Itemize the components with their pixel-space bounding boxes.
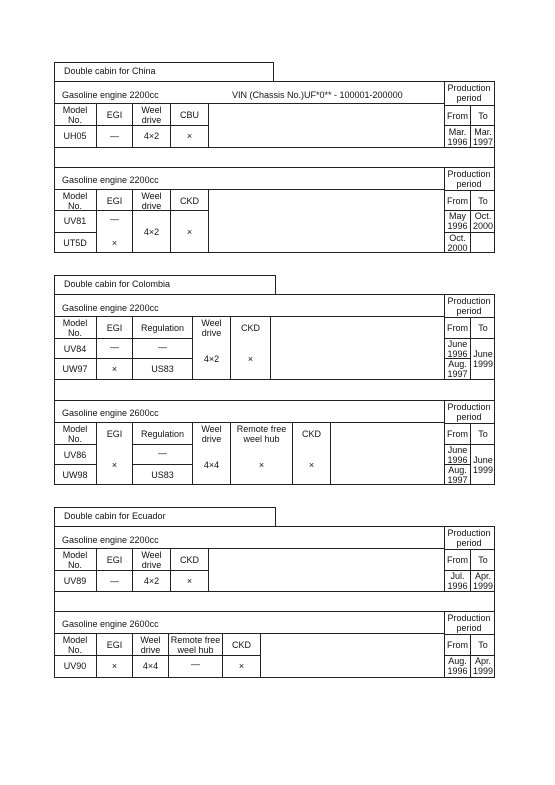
to-cell: June 1999 bbox=[472, 349, 494, 369]
ckd-header: CKD bbox=[301, 429, 321, 439]
egi-header: EGI bbox=[106, 196, 123, 206]
engine-label: Gasoline engine 2200cc bbox=[62, 90, 159, 100]
from-cell: May 1996 bbox=[447, 211, 468, 231]
production-period-header: Production period bbox=[447, 613, 491, 633]
drive-cell: 4×2 bbox=[143, 131, 160, 141]
to-cell: June 1999 bbox=[472, 455, 494, 475]
egi-cell: — bbox=[110, 131, 119, 141]
from-cell: June 1996 bbox=[447, 339, 468, 359]
to-header: To bbox=[478, 323, 488, 333]
type-cell: × bbox=[247, 354, 254, 364]
ckd-header: CKD bbox=[179, 555, 199, 565]
wheel-drive-header: Weel drive bbox=[140, 635, 161, 655]
model-cell: UV84 bbox=[63, 344, 87, 354]
from-cell: Oct. 2000 bbox=[447, 233, 468, 253]
engine-label: Gasoline engine 2200cc bbox=[62, 303, 159, 313]
egi-cell: — bbox=[110, 342, 119, 352]
model-cell: UW98 bbox=[62, 470, 88, 480]
wheel-drive-header: Weel drive bbox=[201, 318, 222, 338]
production-period-header: Production period bbox=[447, 402, 491, 422]
type-cell: × bbox=[186, 131, 193, 141]
drive-cell: 4×2 bbox=[143, 227, 160, 237]
from-cell: June 1996 bbox=[447, 445, 468, 465]
engine-label: Gasoline engine 2600cc bbox=[62, 619, 159, 629]
section-caption: Double cabin for Colombia bbox=[54, 275, 276, 295]
model-cell: UW97 bbox=[62, 364, 88, 374]
to-cell: Apr. 1999 bbox=[472, 571, 494, 591]
to-header: To bbox=[478, 640, 488, 650]
from-header: From bbox=[447, 640, 468, 650]
ckd-header: CKD bbox=[179, 196, 199, 206]
model-header: Model No. bbox=[62, 635, 88, 655]
section-caption: Double cabin for Ecuador bbox=[54, 507, 276, 527]
type-cell: × bbox=[186, 576, 193, 586]
model-cell: UT5D bbox=[63, 238, 87, 248]
engine-label: Gasoline engine 2600cc bbox=[62, 408, 159, 418]
from-header: From bbox=[447, 429, 468, 439]
vin-label: VIN (Chassis No.)UF*0** - 100001-200000 bbox=[232, 90, 403, 100]
to-cell: Mar. 1997 bbox=[472, 127, 494, 147]
remote-hub-header: Remote free weel hub bbox=[236, 424, 287, 444]
egi-header: EGI bbox=[106, 555, 123, 565]
from-header: From bbox=[447, 323, 468, 333]
model-cell: UV81 bbox=[63, 216, 87, 226]
wheel-drive-header: Weel drive bbox=[201, 424, 222, 444]
to-header: To bbox=[478, 429, 488, 439]
from-cell: Aug. 1996 bbox=[447, 656, 468, 676]
model-cell: UH05 bbox=[63, 131, 87, 141]
egi-cell: × bbox=[111, 364, 118, 374]
model-header: Model No. bbox=[62, 105, 88, 125]
from-header: From bbox=[447, 196, 468, 206]
to-cell: Oct. 2000 bbox=[472, 211, 494, 231]
from-header: From bbox=[447, 111, 468, 121]
engine-label: Gasoline engine 2200cc bbox=[62, 535, 159, 545]
egi-cell: — bbox=[110, 214, 119, 224]
from-cell: Aug. 1997 bbox=[447, 465, 468, 485]
egi-cell: × bbox=[111, 661, 118, 671]
production-period-header: Production period bbox=[447, 528, 491, 548]
to-header: To bbox=[478, 555, 488, 565]
regulation-cell: — bbox=[158, 342, 167, 352]
to-header: To bbox=[478, 196, 488, 206]
drive-cell: 4×2 bbox=[143, 576, 160, 586]
type-cell: × bbox=[186, 227, 193, 237]
type-cell: × bbox=[308, 460, 315, 470]
model-header: Model No. bbox=[62, 191, 88, 211]
production-period-header: Production period bbox=[447, 296, 491, 316]
from-cell: Jul. 1996 bbox=[447, 571, 468, 591]
hub-cell: — bbox=[191, 659, 200, 669]
model-cell: UV90 bbox=[63, 661, 87, 671]
wheel-drive-header: Weel drive bbox=[141, 105, 162, 125]
wheel-drive-header: Weel drive bbox=[141, 191, 162, 211]
drive-cell: 4×4 bbox=[142, 661, 159, 671]
to-cell: Apr. 1999 bbox=[472, 656, 494, 676]
egi-cell: × bbox=[111, 460, 118, 470]
wheel-drive-header: Weel drive bbox=[141, 550, 162, 570]
type-cell: × bbox=[238, 661, 245, 671]
regulation-cell: US83 bbox=[151, 364, 174, 374]
egi-header: EGI bbox=[106, 110, 123, 120]
egi-cell: × bbox=[111, 238, 118, 248]
engine-label: Gasoline engine 2200cc bbox=[62, 175, 159, 185]
regulation-header: Regulation bbox=[140, 429, 185, 439]
production-period-header: Production period bbox=[447, 169, 491, 189]
egi-header: EGI bbox=[106, 640, 123, 650]
egi-cell: — bbox=[110, 576, 119, 586]
regulation-header: Regulation bbox=[140, 323, 185, 333]
model-header: Model No. bbox=[62, 550, 88, 570]
section-caption: Double cabin for China bbox=[54, 62, 274, 82]
model-cell: UV89 bbox=[63, 576, 87, 586]
from-cell: Aug. 1997 bbox=[447, 359, 468, 379]
to-header: To bbox=[478, 111, 488, 121]
ckd-header: CKD bbox=[240, 323, 260, 333]
drive-cell: 4×4 bbox=[203, 460, 220, 470]
from-cell: Mar. 1996 bbox=[447, 127, 468, 147]
drive-cell: 4×2 bbox=[203, 354, 220, 364]
cbu-header: CBU bbox=[179, 110, 199, 120]
from-header: From bbox=[447, 555, 468, 565]
egi-header: EGI bbox=[106, 429, 123, 439]
model-header: Model No. bbox=[62, 318, 88, 338]
regulation-cell: — bbox=[158, 448, 167, 458]
hub-cell: × bbox=[258, 460, 265, 470]
egi-header: EGI bbox=[106, 323, 123, 333]
regulation-cell: US83 bbox=[151, 470, 174, 480]
ckd-header: CKD bbox=[231, 640, 251, 650]
model-header: Model No. bbox=[62, 424, 88, 444]
model-cell: UV86 bbox=[63, 450, 87, 460]
production-period-header: Production period bbox=[447, 83, 491, 103]
remote-hub-header: Remote free weel hub bbox=[170, 635, 221, 655]
